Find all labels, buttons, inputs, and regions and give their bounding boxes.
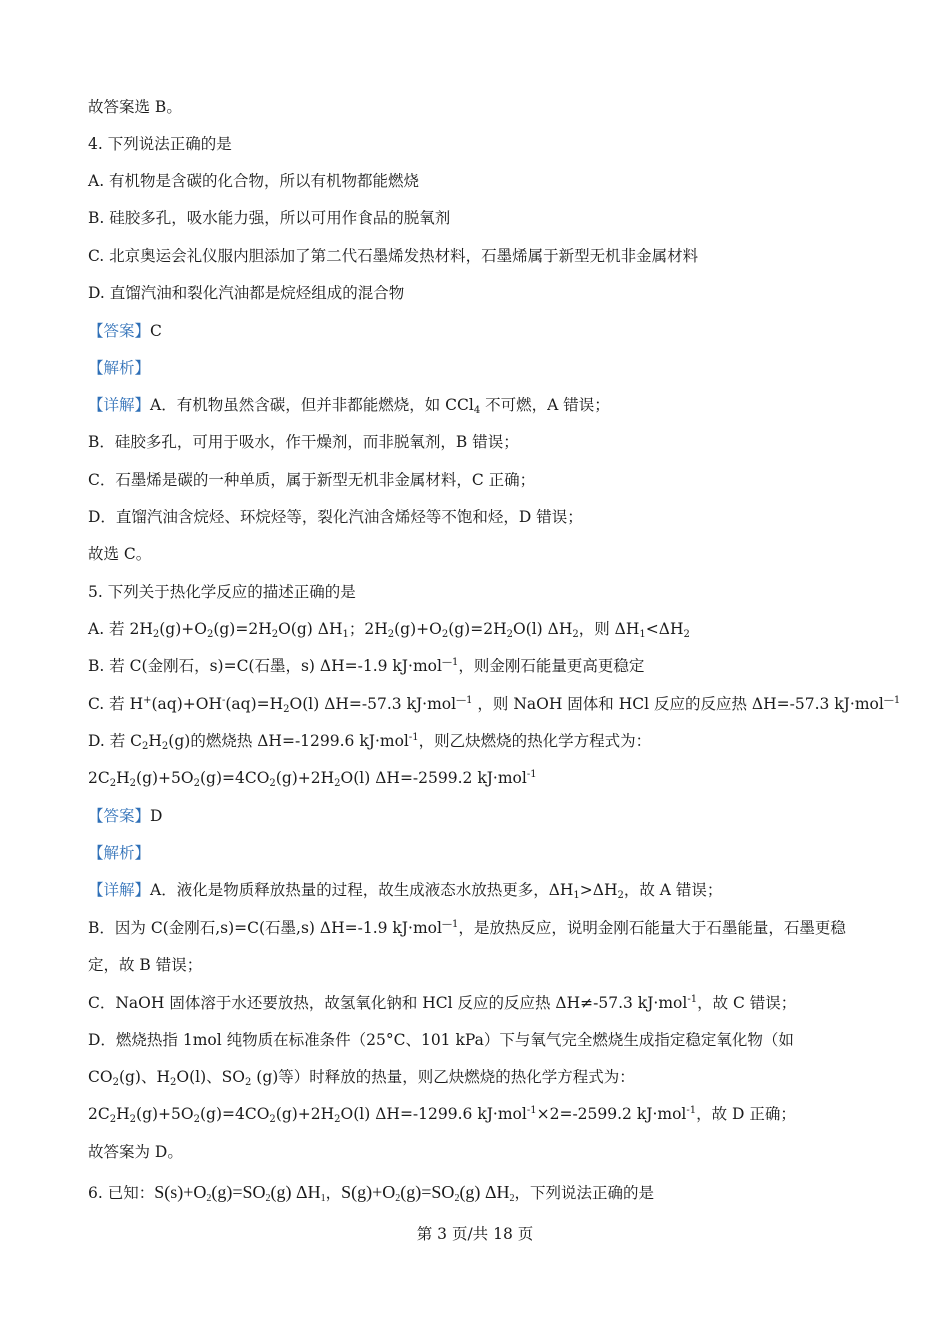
text-span: ， bbox=[325, 1184, 342, 1202]
subscript: 2 bbox=[395, 1193, 401, 1204]
text-span: (g)=2H bbox=[448, 620, 507, 638]
text-span: (g)+5O bbox=[136, 769, 194, 787]
question-5-option-c bbox=[88, 693, 901, 715]
text-span: >ΔH bbox=[579, 881, 618, 899]
text-span: ，下列说法正确的是 bbox=[514, 1184, 655, 1202]
subscript: 2 bbox=[454, 1193, 460, 1204]
subscript: 2 bbox=[193, 1114, 200, 1125]
math-span: S(g)+O bbox=[341, 1182, 396, 1202]
answer-value: D bbox=[150, 807, 163, 825]
subscript: 2 bbox=[283, 704, 290, 715]
subscript: 2 bbox=[112, 1077, 119, 1088]
text-span: ，故 D 正确； bbox=[696, 1105, 796, 1123]
text-span: (aq)+OH bbox=[151, 695, 222, 713]
question-4-option-a: A. 有机物是含碳的化合物，所以有机物都能燃烧 bbox=[88, 172, 420, 190]
text-span: CO bbox=[88, 1068, 113, 1086]
analysis-line bbox=[88, 357, 890, 379]
subscript: 2 bbox=[683, 629, 690, 640]
answer-value: C bbox=[150, 322, 162, 340]
superscript: —1 bbox=[441, 919, 459, 930]
text-span: O(g) ΔH bbox=[278, 620, 343, 638]
subscript: 2 bbox=[109, 1114, 117, 1125]
detail-tag: 【详解】 bbox=[88, 881, 151, 899]
text-line: 故选 C。 bbox=[88, 545, 152, 563]
math-span: (g)=SO bbox=[400, 1182, 455, 1202]
text-span: 2C bbox=[88, 1105, 110, 1123]
subscript: 2 bbox=[129, 778, 137, 789]
subscript: 2 bbox=[109, 778, 117, 789]
text-span: (g)=4CO bbox=[199, 769, 270, 787]
superscript: -1 bbox=[526, 769, 537, 780]
question-5-option-d bbox=[88, 730, 890, 752]
question-4-option-b: B. 硅胶多孔，吸水能力强，所以可用作食品的脱氧剂 bbox=[88, 209, 451, 227]
text-span: (aq)=H bbox=[225, 695, 284, 713]
equation-2 bbox=[341, 1182, 514, 1202]
text-span: (g)=2H bbox=[213, 620, 272, 638]
text-span: ；2H bbox=[348, 620, 388, 638]
text-span: ，故 A 错误； bbox=[623, 881, 723, 899]
text-span: O(l) ΔH bbox=[512, 620, 573, 638]
superscript: -1 bbox=[687, 994, 698, 1005]
text-span: D. 若 C bbox=[88, 732, 143, 750]
question-5-option-b bbox=[88, 655, 890, 677]
math-span: (g) bbox=[459, 1182, 481, 1202]
text-span: H bbox=[116, 1105, 130, 1123]
text-span: O(l) ΔH=-57.3 kJ·mol bbox=[289, 695, 457, 713]
text-span: (g)+O bbox=[159, 620, 207, 638]
subscript: 2 bbox=[271, 629, 279, 640]
text-line: 故答案为 D。 bbox=[88, 1143, 183, 1161]
subscript: 2 bbox=[244, 1077, 252, 1088]
analysis-line bbox=[88, 842, 890, 864]
subscript: 2 bbox=[152, 629, 160, 640]
subscript: 2 bbox=[572, 629, 579, 640]
math-span: S(s)+O bbox=[154, 1182, 207, 1202]
detail-tag: 【详解】 bbox=[88, 396, 151, 414]
text-span: (g)=4CO bbox=[199, 1105, 270, 1123]
text-span: H bbox=[148, 732, 162, 750]
text-span: ，则金刚石能量更高更稳定 bbox=[458, 657, 645, 675]
analysis-tag: 【解析】 bbox=[88, 844, 151, 862]
text-span: C. 若 H bbox=[88, 695, 144, 713]
subscript: 2 bbox=[617, 890, 624, 901]
text-span: A. 若 2H bbox=[88, 620, 153, 638]
detail-line bbox=[88, 394, 890, 416]
question-5-stem: 5. 下列关于热化学反应的描述正确的是 bbox=[88, 583, 356, 601]
text-line: B．硅胶多孔，可用于吸水，作干燥剂，而非脱氧剂，B 错误； bbox=[88, 433, 519, 451]
text-span: (g)+5O bbox=[136, 1105, 194, 1123]
detail-line bbox=[88, 879, 890, 901]
subscript: 2 bbox=[142, 741, 149, 752]
text-line: 定，故 B 错误； bbox=[88, 956, 203, 974]
text-span: ，则 NaOH 固体和 HCl 反应的反应热 ΔH=-57.3 kJ·mol bbox=[472, 695, 884, 713]
subscript: 2 bbox=[269, 1114, 276, 1125]
text-span: 6. 已知： bbox=[88, 1184, 155, 1202]
text-span: ×2=-2599.2 kJ·mol bbox=[536, 1105, 687, 1123]
text-span: (g)+2H bbox=[275, 1105, 335, 1123]
equation-line bbox=[88, 1103, 890, 1125]
math-span: (g) bbox=[270, 1182, 292, 1202]
subscript: 2 bbox=[269, 778, 276, 789]
text-span: B．因为 C(金刚石,s)=C(石墨,s) ΔH=-1.9 kJ·mol bbox=[88, 919, 442, 937]
answer-line bbox=[88, 320, 890, 342]
answer-tag: 【答案】 bbox=[88, 807, 151, 825]
subscript: 1 bbox=[573, 890, 580, 901]
subscript: 1 bbox=[342, 629, 349, 640]
text-line bbox=[88, 992, 890, 1014]
text-span: 不可燃，A 错误； bbox=[480, 396, 610, 414]
text-span: ，故 C 错误； bbox=[697, 994, 797, 1012]
superscript: -1 bbox=[526, 1105, 537, 1116]
question-4-stem: 4. 下列说法正确的是 bbox=[88, 135, 232, 153]
text-span: (g)等）时释放的热量，则乙炔燃烧的热化学方程式为： bbox=[251, 1068, 635, 1086]
equation-1 bbox=[154, 1182, 325, 1202]
subscript: 1 bbox=[320, 1193, 326, 1204]
superscript: - bbox=[221, 695, 226, 706]
superscript: -1 bbox=[686, 1105, 697, 1116]
question-6-stem bbox=[88, 1181, 890, 1204]
text-span: ，是放热反应，说明金刚石能量大于石墨能量，石墨更稳 bbox=[458, 919, 846, 937]
subscript: 2 bbox=[206, 629, 214, 640]
text-span: H bbox=[116, 769, 130, 787]
subscript: 1 bbox=[639, 629, 646, 640]
text-span: 2C bbox=[88, 769, 110, 787]
page-footer: 第 3 页/共 18 页 bbox=[416, 1225, 534, 1243]
text-span: ，则乙炔燃烧的热化学方程式为： bbox=[418, 732, 652, 750]
analysis-tag: 【解析】 bbox=[88, 359, 151, 377]
text-span: <ΔH bbox=[645, 620, 684, 638]
subscript: 2 bbox=[506, 629, 513, 640]
text-span: B. 若 C(金刚石，s)=C(石墨，s) ΔH=-1.9 kJ·mol bbox=[88, 657, 442, 675]
text-line: D．直馏汽油含烷烃、环烷烃等，裂化汽油含烯烃等不饱和烃，D 错误； bbox=[88, 508, 583, 526]
equation-line bbox=[88, 767, 890, 789]
text-span: ，则 ΔH bbox=[578, 620, 640, 638]
subscript: 2 bbox=[334, 1114, 341, 1125]
subscript: 2 bbox=[441, 629, 449, 640]
subscript: 2 bbox=[129, 1114, 137, 1125]
subscript: 2 bbox=[193, 778, 200, 789]
superscript: —1 bbox=[456, 695, 473, 706]
subscript: 2 bbox=[170, 1077, 177, 1088]
superscript: + bbox=[143, 695, 152, 706]
text-span: O(l) ΔH=-1299.6 kJ·mol bbox=[340, 1105, 527, 1123]
text-line bbox=[88, 917, 890, 939]
answer-line bbox=[88, 805, 890, 827]
text-span: (g)的燃烧热 ΔH=-1299.6 kJ·mol bbox=[168, 732, 409, 750]
text-span: (g)+2H bbox=[275, 769, 335, 787]
text-span: A．液化是物质释放热量的过程，故生成液态水放热更多，ΔH bbox=[150, 881, 574, 899]
subscript: 4 bbox=[473, 405, 481, 416]
text-line: C．石墨烯是碳的一种单质，属于新型无机非金属材料，C 正确； bbox=[88, 471, 536, 489]
question-4-option-c: C. 北京奥运会礼仪服内胆添加了第二代石墨烯发热材料，石墨烯属于新型无机非金属材料 bbox=[88, 247, 699, 265]
math-span: (g)=SO bbox=[211, 1182, 266, 1202]
text-line bbox=[88, 1066, 890, 1088]
question-4-option-d: D. 直馏汽油和裂化汽油都是烷烃组成的混合物 bbox=[88, 284, 405, 302]
subscript: 2 bbox=[387, 629, 395, 640]
subscript: 2 bbox=[509, 1193, 515, 1204]
superscript: —1 bbox=[883, 695, 901, 706]
superscript: -1 bbox=[408, 732, 419, 743]
math-span: ΔH bbox=[291, 1182, 321, 1202]
text-span: (g)、H bbox=[118, 1068, 170, 1086]
subscript: 2 bbox=[206, 1193, 212, 1204]
text-span: (g)+O bbox=[394, 620, 442, 638]
question-5-option-a bbox=[88, 618, 890, 640]
text-span: O(l) ΔH=-2599.2 kJ·mol bbox=[340, 769, 527, 787]
text-span: C．NaOH 固体溶于水还要放热，故氢氧化钠和 HCl 反应的反应热 ΔH≠-57.3 kJ·mol bbox=[88, 994, 688, 1012]
text-span: A．有机物虽然含碳，但并非都能燃烧，如 CCl bbox=[150, 396, 474, 414]
subscript: 2 bbox=[265, 1193, 271, 1204]
subscript: 2 bbox=[334, 778, 341, 789]
superscript: —1 bbox=[441, 657, 459, 668]
subscript: 2 bbox=[161, 741, 169, 752]
math-span: ΔH bbox=[480, 1182, 510, 1202]
text-line: 故答案选 B。 bbox=[88, 98, 182, 116]
text-line: D．燃烧热指 1mol 纯物质在标准条件（25°C、101 kPa）下与氧气完全燃烧生成指定稳定氧化物（如 bbox=[88, 1031, 794, 1049]
answer-tag: 【答案】 bbox=[88, 322, 151, 340]
text-span: O(l)、SO bbox=[176, 1068, 245, 1086]
